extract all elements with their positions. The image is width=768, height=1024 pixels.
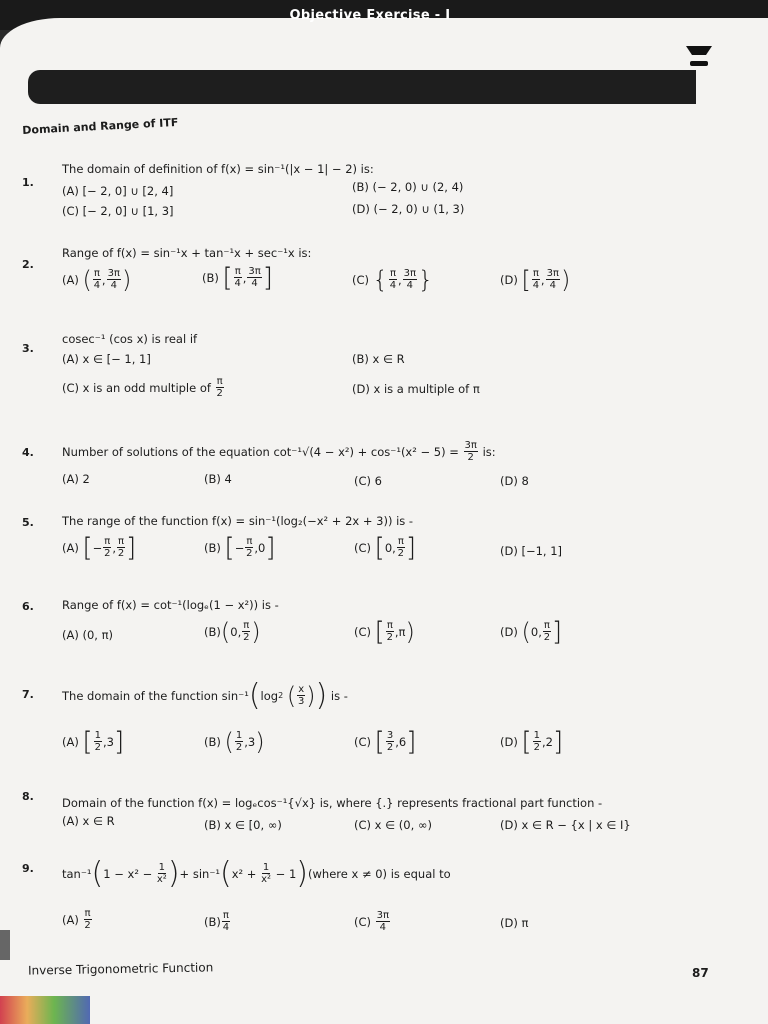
option-label: (B)	[204, 540, 221, 555]
option-label: (D)	[500, 734, 518, 749]
question-stem: The domain of definition of f(x) = sin⁻¹(|x − 1| − 2) is:	[62, 162, 374, 176]
option-label: (A)	[62, 540, 79, 555]
option-label: (C)	[354, 624, 372, 639]
stem-text: Number of solutions of the equation cot⁻¹√(4 − x²) + cos⁻¹(x² − 5) =	[62, 444, 459, 459]
option-label: (D)	[500, 272, 518, 287]
option-b[interactable]: (B) 4	[204, 472, 232, 486]
option-a[interactable]: (A) [− 2, 0] ∪ [2, 4]	[62, 184, 174, 198]
option-d[interactable]: (D) (− 2, 0) ∪ (1, 3)	[352, 202, 465, 216]
option-a[interactable]: (A) [ − $\frac{\pi}{2}$ , $\frac{\pi}{2}$ ]	[62, 532, 137, 563]
stem-text: The domain of the function sin⁻¹	[62, 688, 249, 703]
question-number: 1.	[22, 176, 34, 189]
banner-title: Objective Exercise - I	[289, 8, 451, 23]
option-d[interactable]: (D) 8	[500, 474, 529, 488]
question-stem: The range of the function f(x) = sin⁻¹(log₂(−x² + 2x + 3)) is -	[62, 514, 414, 528]
option-label: (C)	[354, 914, 372, 929]
option-c[interactable]: (C) { $\frac{\pi}{4}$ , $\frac{3\pi}{4}$ }	[352, 265, 434, 294]
page-number: 87	[692, 966, 709, 980]
question-stem: The domain of the function sin⁻¹ ( log 2 ( $\frac{x}{3}$ ) ) is -	[62, 677, 348, 713]
stem-end: (where x ≠ 0) is equal to	[308, 866, 451, 881]
option-b[interactable]: (B) ( $\frac{1}{2}$ ,3 )	[204, 727, 265, 756]
option-c[interactable]: (C) x ∈ (0, ∞)	[354, 818, 432, 832]
option-label: (C)	[352, 272, 370, 287]
option-text: (C) x is an odd multiple of	[62, 380, 211, 395]
option-b[interactable]: (B) x ∈ R	[352, 352, 405, 366]
question-stem: tan⁻¹ ( 1 − x² − $\frac{1}{\text{x²}}$ ) + sin⁻¹ ( x² + $\frac{1}{\text{x²}}$ − 1 ) (where x ≠ 0) is equal to	[62, 855, 451, 891]
question-number: 8.	[22, 790, 34, 803]
option-d[interactable]: (D) π	[500, 916, 529, 930]
option-label: (B)	[204, 734, 221, 749]
title-banner	[28, 70, 696, 104]
option-c[interactable]: (C) [ $\frac{3}{2}$ ,6 ]	[354, 726, 417, 757]
option-c[interactable]: (C) $\frac{3\pi}{4}$	[354, 910, 390, 933]
question-number: 7.	[22, 688, 34, 701]
option-a[interactable]: (A) 2	[62, 472, 90, 486]
option-d[interactable]: (D) [ $\frac{\pi}{4}$ , $\frac{3\pi}{4}$ )	[500, 265, 571, 294]
question-number: 6.	[22, 600, 34, 613]
option-b[interactable]: (B) ( 0, $\frac{\pi}{2}$ )	[204, 617, 261, 646]
option-c[interactable]: (C) 6	[354, 474, 382, 488]
option-b[interactable]: (B) [ $\frac{\pi}{4}$ , $\frac{3\pi}{4}$ ]	[202, 262, 273, 293]
option-d[interactable]: (D) x ∈ R − {x | x ∈ I}	[500, 818, 631, 832]
option-label: (A)	[62, 734, 79, 749]
question-number: 5.	[22, 516, 34, 529]
option-b[interactable]: (B) $\frac{\pi}{4}$	[204, 910, 230, 933]
question-number: 9.	[22, 862, 34, 875]
cup-icon	[686, 46, 712, 68]
option-label: (B)	[204, 914, 221, 929]
option-a[interactable]: (A) $\frac{\pi}{2}$	[62, 908, 91, 931]
option-a[interactable]: (A) x ∈ R	[62, 814, 115, 828]
option-a[interactable]: (A) x ∈ [− 1, 1]	[62, 352, 151, 366]
question-stem: Range of f(x) = cot⁻¹(logₑ(1 − x²)) is -	[62, 598, 279, 612]
option-label: (A)	[62, 272, 79, 287]
book-cover-corner	[0, 996, 90, 1024]
section-title: Domain and Range of ITF	[22, 115, 179, 137]
option-label: (D)	[500, 624, 518, 639]
option-b[interactable]: (B) x ∈ [0, ∞)	[204, 818, 282, 832]
option-a[interactable]: (A) [ $\frac{1}{2}$ ,3 ]	[62, 726, 125, 757]
option-b[interactable]: (B) [ − $\frac{\pi}{2}$ ,0 ]	[204, 532, 276, 563]
option-b[interactable]: (B) (− 2, 0) ∪ (2, 4)	[352, 180, 464, 194]
option-a[interactable]: (A) ( $\frac{\pi}{4}$ , $\frac{3\pi}{4}$ )	[62, 265, 132, 294]
question-number: 3.	[22, 342, 34, 355]
option-d[interactable]: (D) x is a multiple of π	[352, 382, 480, 396]
question-stem: cosec⁻¹ (cos x) is real if	[62, 332, 198, 346]
option-d[interactable]: (D) [−1, 1]	[500, 544, 563, 558]
option-c[interactable]: (C) x is an odd multiple of $\frac{\pi}{2}$	[62, 376, 223, 399]
option-a[interactable]: (A) (0, π)	[62, 628, 114, 642]
question-stem: Domain of the function f(x) = logₑcos⁻¹{√x} is, where {.} represents fractional part function -	[62, 796, 603, 810]
option-d[interactable]: (D) ( 0, $\frac{\pi}{2}$ ]	[500, 616, 563, 647]
footer-chapter-title: Inverse Trigonometric Function	[27, 960, 214, 978]
stem-end: is -	[330, 688, 348, 703]
option-c[interactable]: (C) [ 0, $\frac{\pi}{2}$ ]	[354, 532, 416, 563]
option-d[interactable]: (D) [ $\frac{1}{2}$ ,2 ]	[500, 726, 564, 757]
option-label: (B)	[202, 270, 219, 285]
option-label: (B)	[204, 624, 221, 639]
option-label: (C)	[354, 540, 372, 555]
question-number: 4.	[22, 446, 34, 459]
question-stem: Number of solutions of the equation cot⁻¹√(4 − x²) + cos⁻¹(x² − 5) = $\frac{3\pi}{2}$ is:	[62, 440, 496, 463]
page-edge-marker	[0, 930, 10, 960]
option-label: (C)	[354, 734, 372, 749]
option-c[interactable]: (C) [− 2, 0] ∪ [1, 3]	[62, 204, 174, 218]
question-stem: Range of f(x) = sin⁻¹x + tan⁻¹x + sec⁻¹x is:	[62, 246, 312, 260]
stem-end: is:	[482, 444, 496, 459]
option-c[interactable]: (C) [ $\frac{\pi}{2}$ ,π )	[354, 616, 415, 647]
question-number: 2.	[22, 258, 34, 271]
option-label: (A)	[62, 912, 79, 927]
